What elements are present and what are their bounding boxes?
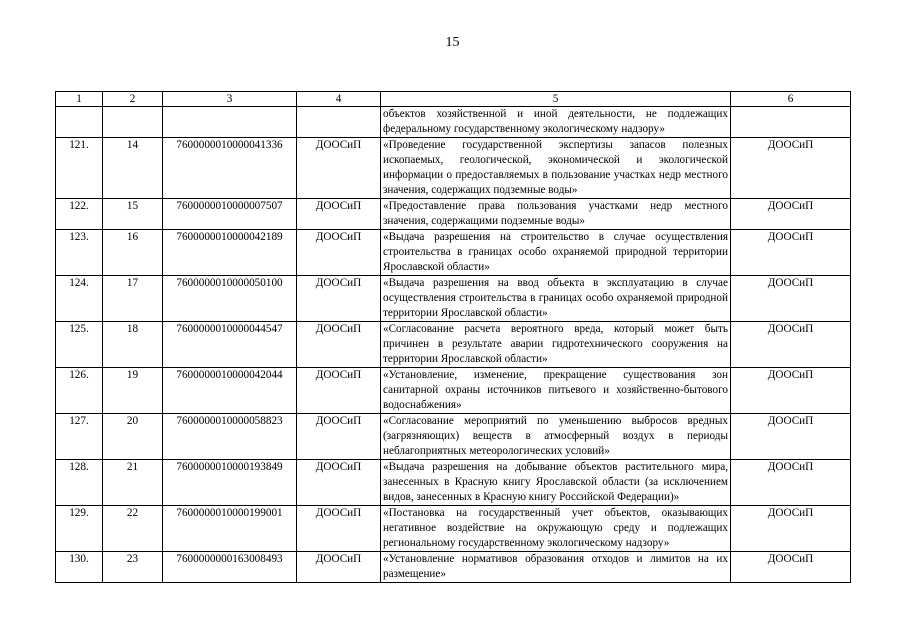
services-table bbox=[55, 91, 851, 583]
service-code-cell: 7600000010000044547 bbox=[163, 322, 297, 368]
sub-number-cell: 21 bbox=[103, 460, 163, 506]
row-number-cell: 128. bbox=[56, 460, 103, 506]
page-number: 15 bbox=[445, 35, 460, 50]
department-cell: ДООСиП bbox=[297, 276, 381, 322]
executor-cell: ДООСиП bbox=[731, 276, 851, 322]
table-row bbox=[56, 199, 851, 230]
table-cell-empty bbox=[103, 107, 163, 138]
sub-number-cell: 14 bbox=[103, 138, 163, 199]
department-cell: ДООСиП bbox=[297, 460, 381, 506]
table-row bbox=[56, 368, 851, 414]
executor-cell: ДООСиП bbox=[731, 230, 851, 276]
sub-number-cell: 19 bbox=[103, 368, 163, 414]
table-body bbox=[56, 92, 851, 583]
service-name-cell: «Проведение государственной экспертизы запасов полезных ископаемых, геологической, экономической и экологической информации о предоставляемых в пользование участках недр местного значения, содержащих подземные воды» bbox=[381, 138, 731, 199]
sub-number-cell: 20 bbox=[103, 414, 163, 460]
executor-cell: ДООСиП bbox=[731, 138, 851, 199]
department-cell: ДООСиП bbox=[297, 368, 381, 414]
row-number-cell: 122. bbox=[56, 199, 103, 230]
department-cell: ДООСиП bbox=[297, 506, 381, 552]
sub-number-cell: 23 bbox=[103, 552, 163, 583]
service-code-cell: 7600000010000041336 bbox=[163, 138, 297, 199]
department-cell: ДООСиП bbox=[297, 414, 381, 460]
sub-number-cell: 16 bbox=[103, 230, 163, 276]
row-number-cell: 121. bbox=[56, 138, 103, 199]
executor-cell: ДООСиП bbox=[731, 368, 851, 414]
row-number-cell: 124. bbox=[56, 276, 103, 322]
service-code-cell: 7600000010000199001 bbox=[163, 506, 297, 552]
service-name-cell: «Предоставление права пользования участками недр местного значения, содержащими подземные воды» bbox=[381, 199, 731, 230]
service-name-cell: «Выдача разрешения на ввод объекта в эксплуатацию в случае осуществления строительства в границах особо охраняемой природной территории Ярославской области» bbox=[381, 276, 731, 322]
service-code-cell: 7600000010000050100 bbox=[163, 276, 297, 322]
service-code-cell: 7600000010000042189 bbox=[163, 230, 297, 276]
executor-cell: ДООСиП bbox=[731, 199, 851, 230]
table-row bbox=[56, 276, 851, 322]
service-name-cell: «Выдача разрешения на строительство в случае осуществления строительства в границах особо охраняемой природной территории Ярославской области» bbox=[381, 230, 731, 276]
service-name-cell: объектов хозяйственной и иной деятельности, не подлежащих федеральному государственному экологическому надзору» bbox=[381, 107, 731, 138]
service-name-cell: «Согласование расчета вероятного вреда, который может быть причинен в результате аварии гидротехнического сооружения на территории Ярославской области» bbox=[381, 322, 731, 368]
service-code-cell: 7600000010000007507 bbox=[163, 199, 297, 230]
column-header: 3 bbox=[163, 92, 297, 107]
table-row bbox=[56, 322, 851, 368]
row-number-cell: 129. bbox=[56, 506, 103, 552]
table-row bbox=[56, 230, 851, 276]
executor-cell: ДООСиП bbox=[731, 506, 851, 552]
table-row bbox=[56, 552, 851, 583]
column-header: 6 bbox=[731, 92, 851, 107]
service-name-cell: «Установление, изменение, прекращение существования зон санитарной охраны источников питьевого и хозяйственно-бытового водоснабжения» bbox=[381, 368, 731, 414]
service-code-cell: 7600000000163008493 bbox=[163, 552, 297, 583]
table-cell-empty bbox=[731, 107, 851, 138]
sub-number-cell: 15 bbox=[103, 199, 163, 230]
row-number-cell: 123. bbox=[56, 230, 103, 276]
service-code-cell: 7600000010000042044 bbox=[163, 368, 297, 414]
row-number-cell: 130. bbox=[56, 552, 103, 583]
column-header: 4 bbox=[297, 92, 381, 107]
department-cell: ДООСиП bbox=[297, 552, 381, 583]
continuation-row bbox=[56, 107, 851, 138]
table-row bbox=[56, 506, 851, 552]
executor-cell: ДООСиП bbox=[731, 322, 851, 368]
table-row bbox=[56, 414, 851, 460]
service-name-cell: «Постановка на государственный учет объектов, оказывающих негативное воздействие на окружающую среду и подлежащих региональному государственному экологическому надзору» bbox=[381, 506, 731, 552]
service-code-cell: 7600000010000058823 bbox=[163, 414, 297, 460]
executor-cell: ДООСиП bbox=[731, 552, 851, 583]
sub-number-cell: 17 bbox=[103, 276, 163, 322]
sub-number-cell: 18 bbox=[103, 322, 163, 368]
column-header: 1 bbox=[56, 92, 103, 107]
department-cell: ДООСиП bbox=[297, 322, 381, 368]
service-name-cell: «Установление нормативов образования отходов и лимитов на их размещение» bbox=[381, 552, 731, 583]
table-cell-empty bbox=[56, 107, 103, 138]
table-cell-empty bbox=[163, 107, 297, 138]
table-row bbox=[56, 138, 851, 199]
service-name-cell: «Согласование мероприятий по уменьшению выбросов вредных (загрязняющих) веществ в атмосферный воздух в периоды неблагоприятных метеорологических условий» bbox=[381, 414, 731, 460]
table-cell-empty bbox=[297, 107, 381, 138]
row-number-cell: 126. bbox=[56, 368, 103, 414]
executor-cell: ДООСиП bbox=[731, 460, 851, 506]
service-code-cell: 7600000010000193849 bbox=[163, 460, 297, 506]
table-row bbox=[56, 460, 851, 506]
table-header-row bbox=[56, 92, 851, 107]
row-number-cell: 127. bbox=[56, 414, 103, 460]
executor-cell: ДООСиП bbox=[731, 414, 851, 460]
column-header: 5 bbox=[381, 92, 731, 107]
department-cell: ДООСиП bbox=[297, 138, 381, 199]
sub-number-cell: 22 bbox=[103, 506, 163, 552]
column-header: 2 bbox=[103, 92, 163, 107]
row-number-cell: 125. bbox=[56, 322, 103, 368]
department-cell: ДООСиП bbox=[297, 199, 381, 230]
department-cell: ДООСиП bbox=[297, 230, 381, 276]
service-name-cell: «Выдача разрешения на добывание объектов растительного мира, занесенных в Красную книгу Ярославской области (за исключением видов, занесенных в Красную книгу Российской Федерации)» bbox=[381, 460, 731, 506]
